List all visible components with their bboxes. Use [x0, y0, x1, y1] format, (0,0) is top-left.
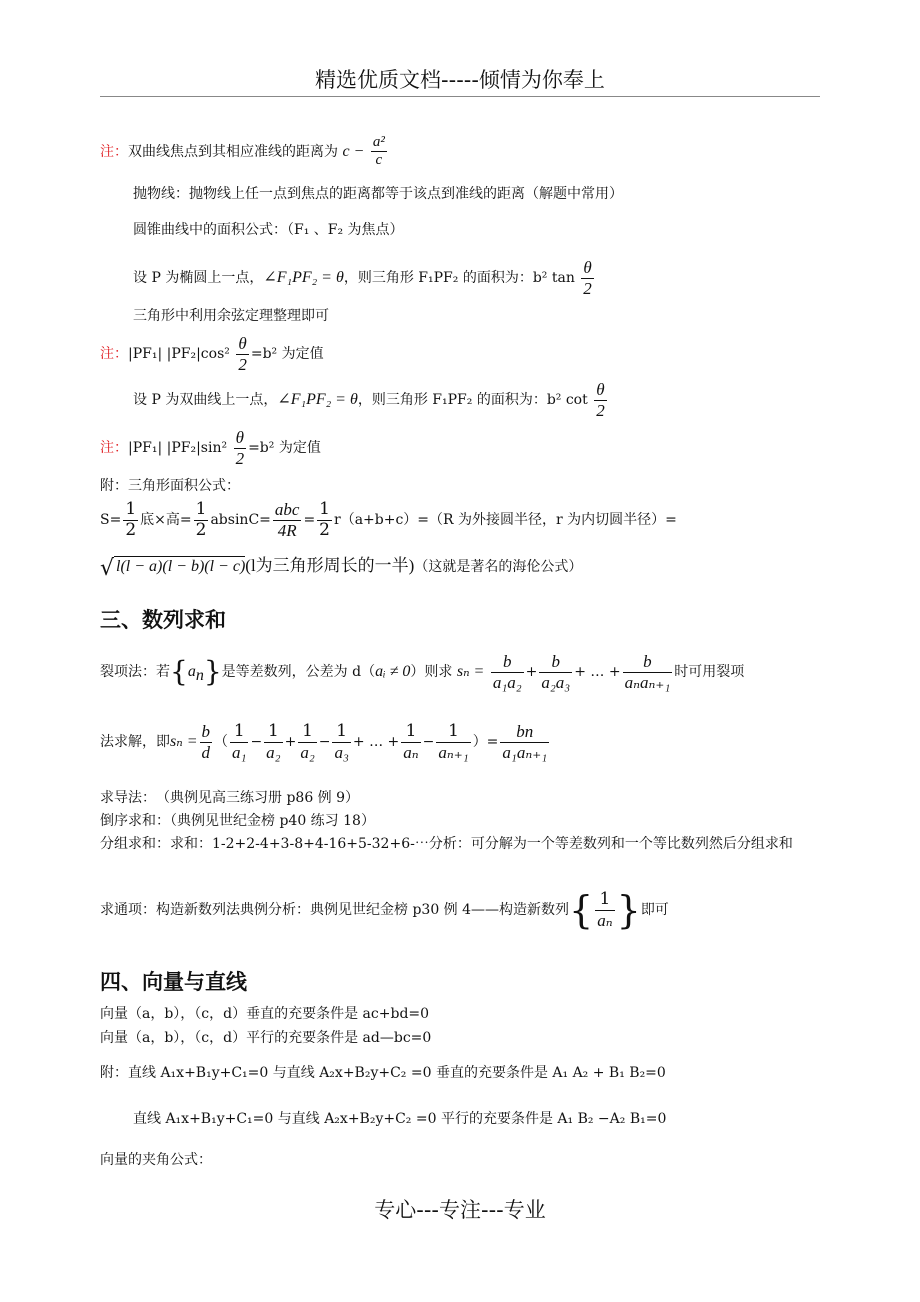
fraction-a2-over-c: $\frac{\text{a²}}{c}$	[372, 134, 385, 169]
fraction-theta-over-2: $\frac{\theta}{2}$	[596, 380, 605, 420]
fraction-abc-over-4R: $\frac{\text{abc}}{4R}$	[274, 500, 300, 540]
reverse-order-sum: 倒序求和：（典例见世纪金榜 p40 练习 18）	[100, 813, 375, 829]
note-label: 注：	[100, 143, 128, 160]
fraction-result: $\frac{bn}{\text{a₁aₙ₊₁}}$	[502, 722, 548, 762]
derivative-method: 求导法： （典例见高三练习册 p86 例 9）	[100, 790, 360, 806]
fraction-b-over-d: $\frac{b}{d}$	[201, 722, 211, 762]
note-text: 双曲线焦点到其相应准线的距离为	[128, 143, 338, 160]
group-sum: 分组求和：求和：1-2+2-4+3-8+4-16+5-32+6-⋯分析：可分解为一个等差数列和一个等比数列然后分组求和	[100, 836, 793, 852]
fraction-theta-over-2: $\frac{\theta}{2}$	[583, 258, 592, 298]
triangle-area-formulas: S= $\frac{1}{2}$ 底×高= $\frac{1}{2}$ absinC= $\frac{\text{abc}}{4R}$ = $\frac{1}{2}$ r（a+b+c）=（R 为外接圆半径，r 为内切圆半径）=	[100, 499, 677, 540]
fraction-term: $\frac{b}{\text{a₁a₂}}$	[492, 652, 522, 692]
radical-sign: √	[100, 556, 115, 581]
conic-area-heading: 圆锥曲线中的面积公式：（F₁ 、F₂ 为焦点）	[133, 222, 404, 238]
page-header: 精选优质文档-----倾情为你奉上	[100, 64, 820, 97]
telescoping-solution: 法求解，即sₙ = $\frac{b}{d}$ （ $\frac{1}{\text{a₁}}$ − $\frac{1}{\text{a₂}}$ + $\frac{1}{\text{a₂}}$ − $\frac{1}{\text{a₃}}$ + … + $\frac{1}{\text{aₙ}}$ − $\frac{1}{\text{aₙ₊₁}}$ ）= $\frac{bn}{\text{a₁aₙ₊₁}}$	[100, 721, 548, 762]
fraction-one-half: $\frac{1}{2}$	[125, 499, 137, 540]
fraction-one-half: $\frac{1}{2}$	[195, 499, 207, 540]
radicand: l(l − a)(l − b)(l − c)	[116, 558, 246, 575]
fraction-1-over-an: $\frac{1}{\text{aₙ}}$	[597, 889, 613, 930]
note-ellipse-constant: 注：|PF₁| |PF₂|cos² $\frac{\theta}{2}$ =b² 为定值	[100, 334, 324, 374]
fraction-term: $\frac{b}{\text{aₙaₙ₊₁}}$	[624, 652, 671, 692]
fraction-term: $\frac{1}{\text{a₁}}$	[232, 721, 247, 762]
fraction-term: $\frac{1}{\text{aₙ₊₁}}$	[438, 721, 469, 762]
section-title-series-sum: 三、数列求和	[100, 608, 226, 632]
triangle-area-heading: 附：三角形面积公式：	[100, 478, 240, 494]
telescoping-method: 裂项法：若$\{a_n\}$是等差数列，公差为 d（aᵢ ≠ 0）则求 sₙ = $\frac{b}{\text{a₁a₂}}$ + $\frac{b}{\text{a₂a₃}}$ + … + $\frac{b}{\text{aₙaₙ₊₁}}$ 时可用裂项	[100, 652, 745, 692]
hyperbola-area-formula: 设 P 为双曲线上一点，∠F₁PF₂ = θ，则三角形 F₁PF₂ 的面积为：b² cot $\frac{\theta}{2}$	[133, 380, 605, 420]
fraction-term: $\frac{1}{\text{a₃}}$	[334, 721, 349, 762]
fraction-term: $\frac{1}{\text{a₂}}$	[266, 721, 281, 762]
cosine-law-note: 三角形中利用余弦定理整理即可	[133, 308, 329, 324]
page-footer: 专心---专注---专业	[374, 1198, 546, 1222]
formula-c-minus: c −	[342, 142, 365, 160]
heron-formula: √ l(l − a)(l − b)(l − c)(l为三角形周长的一半)（这就是著名的海伦公式）	[100, 556, 583, 581]
vector-perpendicular-condition: 向量（a，b），（c，d）垂直的充要条件是 ac+bd=0	[100, 1006, 430, 1022]
note-label: 注：	[100, 346, 128, 363]
angle-expression: ∠F₁PF₂ = θ	[277, 391, 358, 409]
fraction-theta-over-2: $\frac{\theta}{2}$	[235, 428, 245, 468]
section-title-vectors-lines: 四、向量与直线	[100, 970, 247, 994]
parabola-definition: 抛物线：抛物线上任一点到焦点的距离都等于该点到准线的距离（解题中常用）	[133, 186, 623, 202]
note-label: 注：	[100, 440, 128, 457]
angle-expression: ∠F₁PF₂ = θ	[263, 269, 344, 287]
general-term-method: 求通项：构造新数列法典例分析：典例见世纪金榜 p30 例 4——构造新数列{ $\frac{1}{\text{aₙ}}$ }即可	[100, 888, 669, 933]
line-parallel-condition: 直线 A₁x+B₁y+C₁=0 与直线 A₂x+B₂y+C₂ =0 平行的充要条件是 A₁ B₂ −A₂ B₁=0	[133, 1111, 667, 1127]
note-hyperbola-constant: 注：|PF₁| |PF₂|sin² $\frac{\theta}{2}$ =b² 为定值	[100, 428, 321, 468]
vector-angle-formula-heading: 向量的夹角公式：	[100, 1152, 212, 1168]
line-perpendicular-condition: 附：直线 A₁x+B₁y+C₁=0 与直线 A₂x+B₂y+C₂ =0 垂直的充要条件是 A₁ A₂ + B₁ B₂=0	[100, 1065, 666, 1081]
fraction-term: $\frac{1}{\text{aₙ}}$	[403, 721, 419, 762]
fraction-term: $\frac{b}{\text{a₂a₃}}$	[541, 652, 571, 692]
fraction-theta-over-2: $\frac{\theta}{2}$	[238, 334, 247, 374]
fraction-one-half: $\frac{1}{2}$	[319, 499, 330, 540]
vector-parallel-condition: 向量（a，b），（c，d）平行的充要条件是 ad—bc=0	[100, 1030, 432, 1046]
ellipse-area-formula: 设 P 为椭圆上一点，∠F₁PF₂ = θ，则三角形 F₁PF₂ 的面积为：b² tan $\frac{\theta}{2}$	[133, 258, 592, 298]
fraction-term: $\frac{1}{\text{a₂}}$	[300, 721, 315, 762]
note-hyperbola-focus-directrix	[100, 134, 389, 170]
